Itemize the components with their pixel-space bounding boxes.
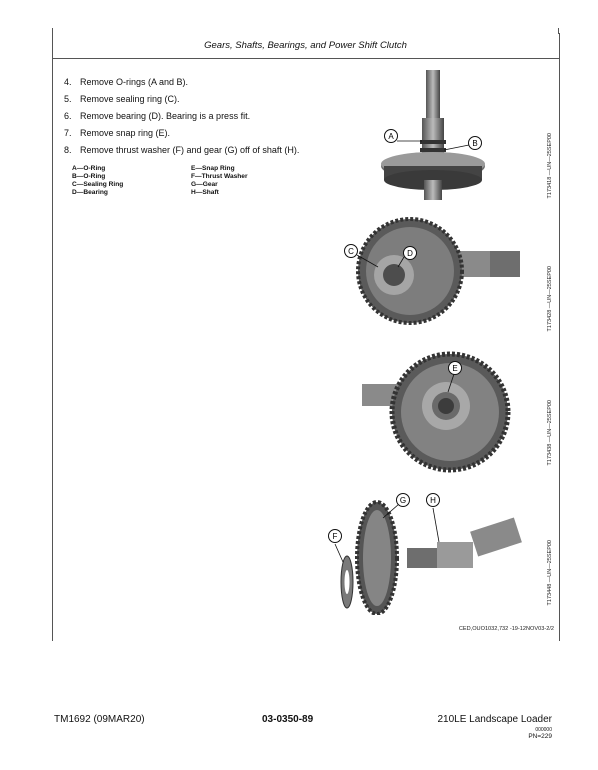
bore [438, 398, 454, 414]
callout-label: E [452, 364, 458, 373]
footer-pn: PN=229 [528, 733, 552, 740]
legend-column-2 [191, 165, 248, 197]
step-number: 5. [64, 94, 72, 104]
bearing-bore [383, 264, 405, 286]
leader-h [433, 508, 439, 542]
figure-id: T173428 —UN—25SEP00 [547, 266, 553, 332]
section-title: Gears, Shafts, Bearings, and Power Shift Clutch [204, 40, 407, 51]
shaft-upper [426, 70, 440, 120]
legend-item: A—O-Ring [72, 165, 106, 172]
footer-code: 000000 [535, 727, 552, 733]
legend-item: G—Gear [191, 181, 218, 188]
callout-label: D [407, 249, 413, 258]
callout-label: C [348, 247, 354, 256]
document-reference: CED,OUO1032,732 -19-12NOV03-2/2 [458, 626, 554, 632]
step-4 [64, 74, 299, 91]
callout-label: H [430, 496, 436, 505]
shaft-spline [470, 518, 522, 557]
washer-bore [345, 570, 350, 594]
figure-gear-bearing [340, 213, 525, 333]
legend-item: D—Bearing [72, 189, 108, 196]
step-text: Remove thrust washer (F) and gear (G) off of shaft (H). [80, 145, 300, 155]
step-8 [64, 142, 299, 159]
figure-gear-snap-ring [360, 350, 525, 475]
footer-manual-id: TM1692 (09MAR20) [54, 714, 145, 725]
callout-label: B [472, 139, 478, 148]
shaft-spline [490, 251, 520, 277]
step-6 [64, 108, 299, 125]
legend-item: H—Shaft [191, 189, 219, 196]
figure-id: T173438 —UN—25SEP00 [547, 400, 553, 466]
step-number: 7. [64, 128, 72, 138]
gear-face [363, 510, 391, 606]
step-text: Remove snap ring (E). [80, 128, 171, 138]
step-number: 6. [64, 111, 72, 121]
figure-id: T173448 —UN—25SEP00 [547, 540, 553, 606]
leader-f [335, 544, 343, 562]
step-5 [64, 91, 299, 108]
shaft-body [437, 542, 473, 568]
legend-column-1 [72, 165, 123, 197]
footer-page-number: 03-0350-89 [262, 714, 314, 725]
footer-product: 210LE Landscape Loader [437, 714, 552, 725]
figure-exploded-shaft [325, 490, 525, 615]
header-divider [52, 58, 559, 59]
step-text: Remove sealing ring (C). [80, 94, 180, 104]
callout-label: A [388, 132, 394, 141]
figure-id: T173418 —UN—25SEP00 [547, 133, 553, 199]
leader-b [444, 145, 469, 150]
callout-label: F [332, 532, 338, 541]
oring-groove [420, 140, 446, 144]
legend-item: E—Snap Ring [191, 165, 235, 172]
procedure-steps [64, 74, 299, 159]
legend-item: C—Sealing Ring [72, 181, 124, 188]
step-text: Remove O-rings (A and B). [80, 77, 189, 87]
step-number: 4. [64, 77, 72, 87]
oring-groove [420, 148, 446, 152]
step-text: Remove bearing (D). Bearing is a press fit. [80, 111, 251, 121]
shaft-collar [407, 548, 437, 568]
legend-item: B—O-Ring [72, 173, 106, 180]
callout-label: G [399, 496, 407, 505]
step-number: 8. [64, 145, 72, 155]
step-7 [64, 125, 299, 142]
figure-shaft-orings [380, 68, 520, 208]
legend-item: F—Thrust Washer [191, 173, 248, 180]
shaft-lower [424, 180, 442, 200]
